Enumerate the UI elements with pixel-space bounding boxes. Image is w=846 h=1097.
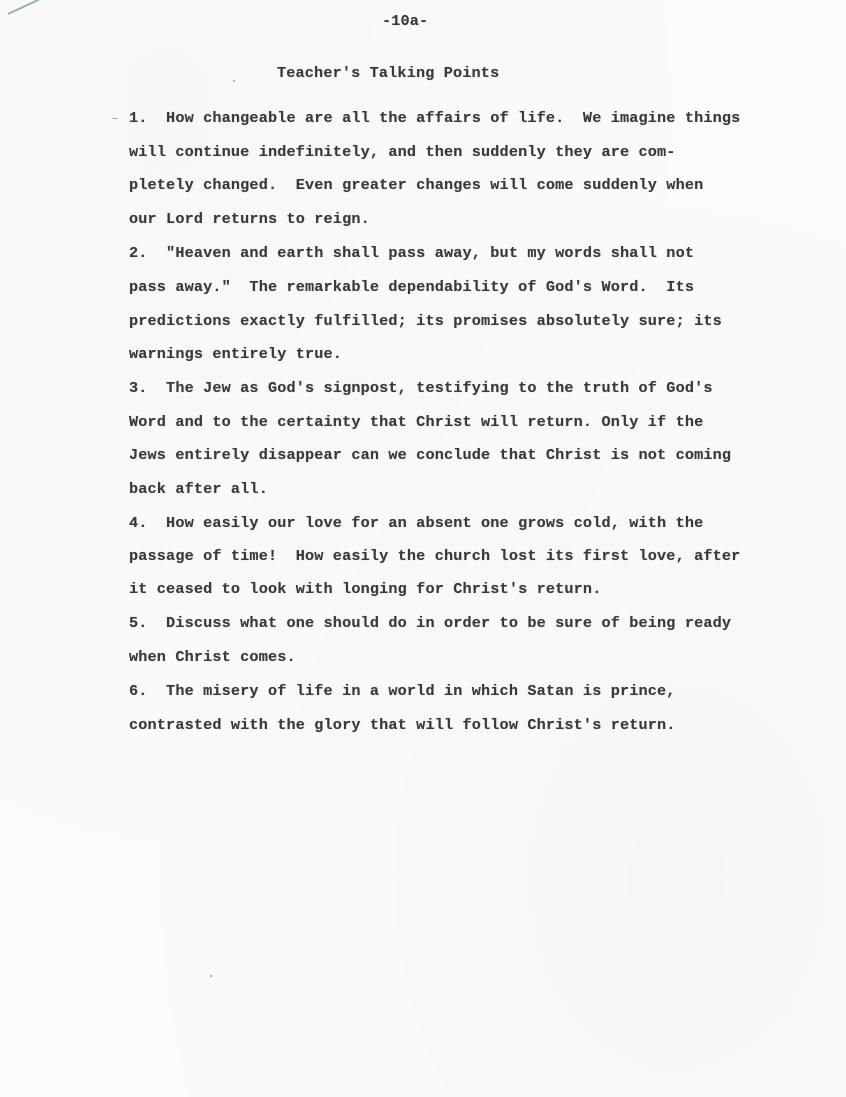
point-2-line-1: 2. "Heaven and earth shall pass away, but my words shall not xyxy=(129,244,695,262)
point-6-line-2: contrasted with the glory that will follow Christ's return. xyxy=(129,716,676,734)
pen-mark xyxy=(8,0,43,15)
point-2-line-4: warnings entirely true. xyxy=(129,345,343,363)
point-1-line-3: pletely changed. Even greater changes will come suddenly when xyxy=(129,176,704,194)
point-5-line-1: 5. Discuss what one should do in order to be sure of being ready xyxy=(129,614,732,632)
ink-speck xyxy=(210,975,212,977)
point-3-line-3: Jews entirely disappear can we conclude that Christ is not coming xyxy=(129,446,732,464)
ink-speck xyxy=(112,118,118,119)
point-1-line-2: will continue indefinitely, and then suddenly they are com- xyxy=(129,143,676,161)
point-4-line-1: 4. How easily our love for an absent one grows cold, with the xyxy=(129,514,704,532)
point-3-line-4: back after all. xyxy=(129,480,268,498)
point-2-line-2: pass away." The remarkable dependability of God's Word. Its xyxy=(129,278,695,296)
point-3-line-2: Word and to the certainty that Christ will return. Only if the xyxy=(129,413,704,431)
point-3-line-1: 3. The Jew as God's signpost, testifying to the truth of God's xyxy=(129,379,713,397)
page-number: -10a- xyxy=(382,12,429,30)
page-title: Teacher's Talking Points xyxy=(277,64,500,82)
point-4-line-3: it ceased to look with longing for Christ's return. xyxy=(129,580,602,598)
point-2-line-3: predictions exactly fulfilled; its promises absolutely sure; its xyxy=(129,312,722,330)
point-6-line-1: 6. The misery of life in a world in which Satan is prince, xyxy=(129,682,676,700)
point-4-line-2: passage of time! How easily the church lost its first love, after xyxy=(129,547,741,565)
point-1-line-4: our Lord returns to reign. xyxy=(129,210,370,228)
point-5-line-2: when Christ comes. xyxy=(129,648,296,666)
point-1-line-1: 1. How changeable are all the affairs of life. We imagine things xyxy=(129,109,741,127)
ink-speck xyxy=(233,80,235,82)
